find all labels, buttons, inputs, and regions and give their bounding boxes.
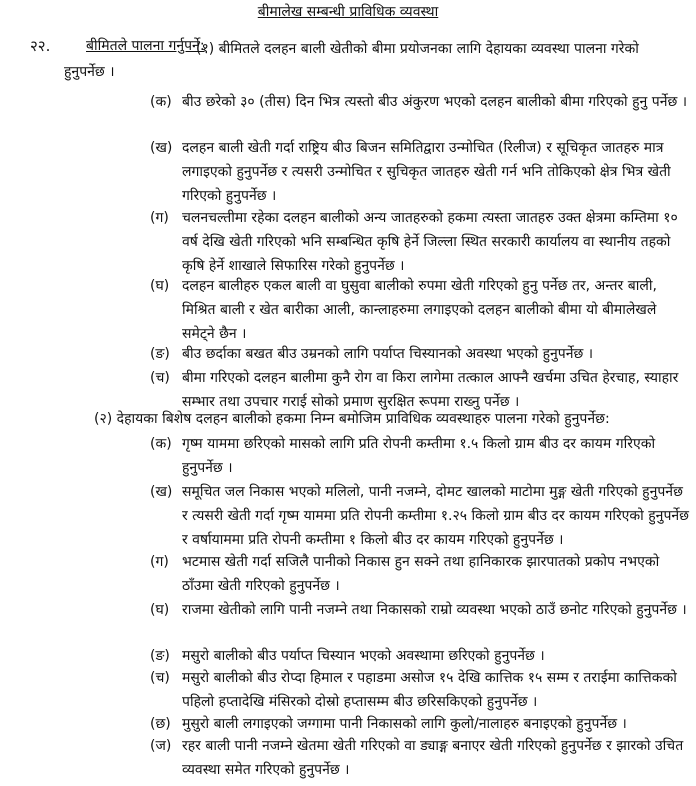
- item-label: (ङ): [150, 346, 170, 362]
- clause-2-item: [150, 712, 690, 736]
- clause-1-item: [150, 366, 690, 414]
- section-heading: बीमितले पालना गर्नुपर्ने:: [86, 38, 205, 54]
- clause-2-item: [150, 666, 690, 714]
- clause-1-item: [150, 206, 690, 278]
- clause-2-item: [150, 598, 690, 622]
- item-text: बीउ छरेको ३० (तीस) दिन भित्र त्यस्तो बीउ अंकुरण भएको दलहन बालीको बीमा गरिएको हुनु पर्नेछ ।: [182, 94, 688, 110]
- item-label: (ख): [150, 484, 173, 500]
- item-label: (घ): [150, 278, 170, 294]
- item-label: (ङ): [150, 648, 170, 664]
- item-text: मसुरो बालीको बीउ पर्याप्त चिस्यान भएको अवस्थामा छरिएको हुनुपर्नेछ ।: [182, 648, 545, 664]
- clause-1-item: [150, 342, 690, 366]
- item-text: रहर बाली पानी नजम्ने खेतमा खेती गरिएको वा ड्याङ्ग बनाएर खेती गरिएको हुनुपर्नेछ र झारको उचित व्यवस्था समेत गरिएको हुनुपर्नेछ ।: [182, 738, 684, 778]
- clause-1-item: [150, 136, 690, 208]
- clause-1-item: [150, 274, 690, 346]
- item-label: (ख): [150, 140, 173, 156]
- clause-2-item: [150, 480, 690, 552]
- clause-2-item: [150, 734, 690, 782]
- item-label: (ग): [150, 210, 169, 226]
- clause-2-item: [150, 644, 690, 668]
- item-label: (घ): [150, 602, 170, 618]
- item-label: (क): [150, 94, 172, 110]
- item-text: समूचित जल निकास भएको मलिलो, पानी नजम्ने, दोमट खालको माटोमा मुङ्ग खेती गरिएको हुनुपर्नेछ र त्यसरी खेती गर्दा गृष्म याममा प्रति रोपनी कम्तीमा १.२५ किलो ग्राम बीउ दर कायम गरिएको हुनुपर्नेछ र वर्षायाममा प्रति रोपनी कम्तीमा १ किलो बीउ दर कायम गरिएको हुनुपर्नेछ ।: [182, 484, 689, 548]
- item-text: दलहन बाली खेती गर्दा राष्ट्रिय बीउ बिजन समितिद्वारा उन्मोचित (रिलीज) र सूचिकृत जातहरु मात्र लगाइएको हुनुपर्नेछ र त्यसरी उन्मोचित र सुचिकृत जातहरु खेती गर्न भनि तोकिएको क्षेत्र भित्र खेती गरिएको हुनुपर्नेछ ।: [182, 140, 671, 204]
- item-label: (छ): [150, 716, 171, 732]
- item-text: मसुरो बालीको बीउ रोप्दा हिमाल र पहाडमा असोज १५ देखि कात्तिक १५ सम्म र तराईमा कात्तिकको पहिलो हप्तादेखि मंसिरको दोस्रो हप्तासम्म बीउ छरिसकिएको हुनुपर्नेछ ।: [182, 670, 677, 710]
- item-text: गृष्म याममा छरिएको मासको लागि प्रति रोपनी कम्तीमा १.५ किलो ग्राम बीउ दर कायम गरिएको हुनुपर्नेछ ।: [182, 436, 656, 476]
- item-text: राजमा खेतीको लागि पानी नजम्ने तथा निकासको राम्रो व्यवस्था भएको ठाउँ छनोट गरिएको हुनुपर्नेछ ।: [182, 602, 687, 618]
- item-label: (ज): [150, 738, 172, 754]
- clause-2-lead: (२) देहायका बिशेष दलहन बालीको हकमा निम्न बमोजिम प्राविधिक व्यवस्थाहरु पालना गरेको हुनुपर्नेछ:: [94, 411, 610, 427]
- item-text: चलनचल्तीमा रहेका दलहन बालीको अन्य जातहरुको हकमा त्यस्ता जातहरु उक्त क्षेत्रमा कम्तिमा १० वर्ष देखि खेती गरिएको भनि सम्बन्धित कृषि हेर्ने जिल्ला स्थित सरकारी कार्यालय वा स्थानीय तहको कृषि हेर्ने शाखाले सिफारिस गरेको हुनुपर्नेछ ।: [182, 210, 678, 274]
- item-text: दलहन बालीहरु एकल बाली वा घुसुवा बालीको रुपमा खेती गरिएको हुनु पर्नेछ तर, अन्तर बाली, मिश्रित बाली र खेत बारीका आली, कान्लाहरुमा लगाइएको दलहन बालीको बीमा यो बीमालेखले समेट्ने छैन ।: [182, 278, 657, 342]
- clause-1-lead-continuation: हुनुपर्नेछ ।: [64, 64, 115, 80]
- item-label: (च): [150, 670, 170, 686]
- item-label: (च): [150, 370, 170, 386]
- item-text: मुसुरो बाली लगाइएको जग्गामा पानी निकासको लागि कुलो/नालाहरु बनाइएको हुनुपर्नेछ ।: [182, 716, 627, 732]
- document-title: बीमालेख सम्बन्धी प्राविधिक व्यवस्था: [257, 4, 439, 20]
- item-text: भटमास खेती गर्दा सजिलै पानीको निकास हुन सक्ने तथा हानिकारक झारपातको प्रकोप नभएको ठाँउमा खेती गरिएको हुनुपर्नेछ ।: [182, 554, 660, 594]
- clause-2-item: [150, 550, 690, 598]
- clause-1-item: [150, 90, 690, 114]
- item-label: (क): [150, 436, 172, 452]
- item-label: (ग): [150, 554, 169, 570]
- clause-1-lead: (१) बीमितले दलहन बाली खेतीको बीमा प्रयोजनका लागि देहायका व्यवस्था पालना गरेको: [196, 41, 639, 57]
- item-text: बीमा गरिएको दलहन बालीमा कुनै रोग वा किरा लागेमा तत्काल आफ्नै खर्चमा उचित हेरचाह, स्याहार सम्भार तथा उपचार गराई सोको प्रमाण सुरक्षित रूपमा राख्नु पर्नेछ ।: [182, 370, 679, 410]
- section-number: २२.: [30, 37, 51, 55]
- item-text: बीउ छर्दाका बखत बीउ उम्रनको लागि पर्याप्त चिस्यानको अवस्था भएको हुनुपर्नेछ ।: [182, 346, 594, 362]
- clause-2-item: [150, 432, 690, 480]
